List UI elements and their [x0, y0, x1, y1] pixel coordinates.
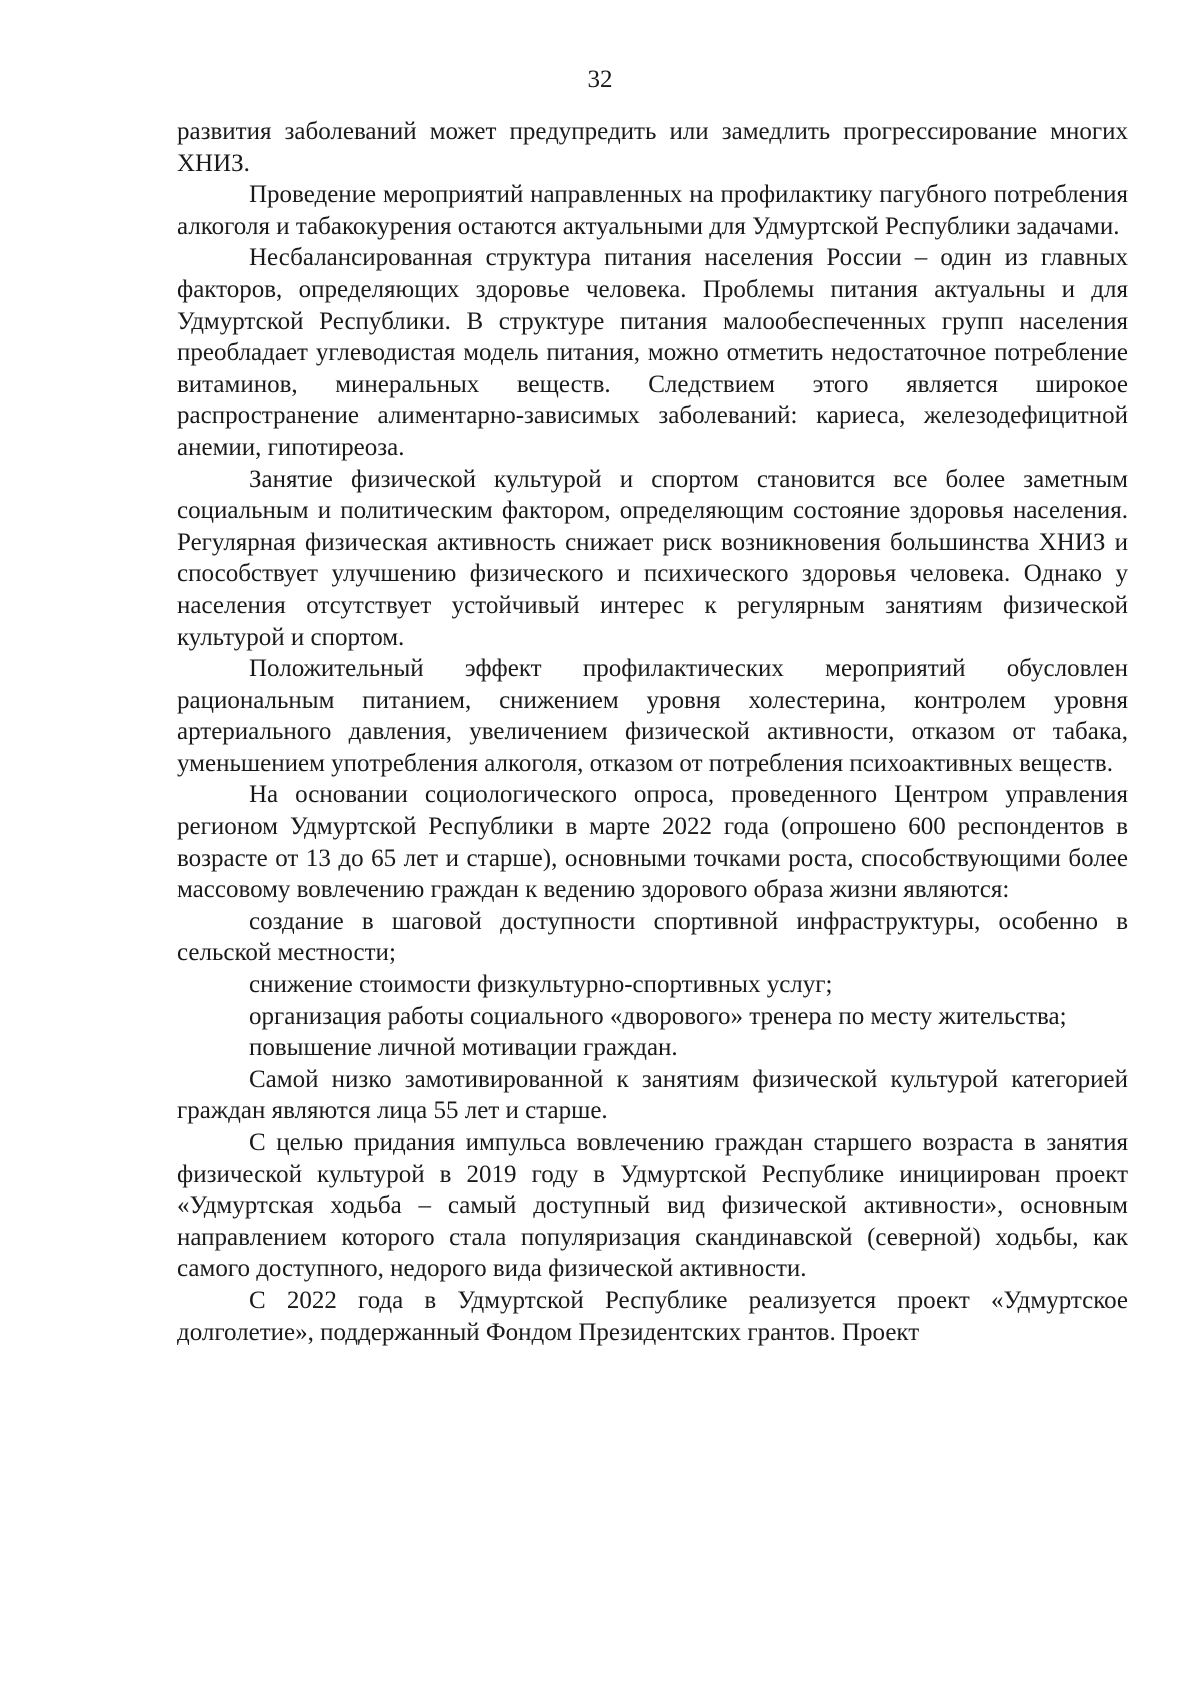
- list-item-coach: организация работы социального «дворового» тренера по месту жительства;: [249, 1002, 1067, 1030]
- paragraph-continuation: развития заболеваний может предупредить или замедлить прогрессирование многих ХНИЗ.: [177, 118, 1128, 177]
- paragraph-prevention-effect: Положительный эффект профилактических мероприятий обусловлен рациональным питанием, снижением уровня холестерина, контролем уровня артериального давления, увеличением физической активности, отказом от табака, уменьшением употребления алкоголя, отказом от потребления психоактивных веществ.: [177, 655, 1128, 777]
- page-number: 32: [587, 66, 613, 93]
- paragraph-physical-culture: Занятие физической культурой и спортом становится все более заметным социальным и политическим фактором, определяющим состояние здоровья населения. Регулярная физическая активность снижает риск возникновения большинства ХНИЗ и способствует улучшению физического и психического здоровья человека. Однако у населения отсутствует устойчивый интерес к регулярным занятиям физической культурой и спортом.: [177, 465, 1128, 651]
- list-item-infrastructure: создание в шаговой доступности спортивной инфраструктуры, особенно в сельской местности;: [177, 907, 1128, 967]
- paragraph-nutrition: Несбалансированная структура питания населения России – один из главных факторов, определяющих здоровье человека. Проблемы питания актуальны и для Удмуртской Республики. В структуре питания малообеспеченных групп населения преобладает углеводистая модель питания, можно отметить недостаточное потребление витаминов, минеральных веществ. Следствием этого является широкое распространение алиментарно-зависимых заболеваний: кариеса, железодефицитной анемии, гипотиреоза.: [177, 244, 1128, 461]
- paragraph-low-motivation: Самой низко замотивированной к занятиям физической культурой категорией граждан являются лица 55 лет и старше.: [177, 1065, 1128, 1125]
- list-item-cost: снижение стоимости физкультурно-спортивных услуг;: [249, 971, 833, 999]
- list-item-motivation: повышение личной мотивации граждан.: [249, 1034, 678, 1062]
- paragraph-longevity-project: С 2022 года в Удмуртской Республике реализуется проект «Удмуртское долголетие», поддержанный Фондом Президентских грантов. Проект: [177, 1286, 1128, 1346]
- paragraph-alcohol-tobacco: Проведение мероприятий направленных на профилактику пагубного потребления алкоголя и табакокурения остаются актуальными для Удмуртской Республики задачами.: [177, 181, 1128, 240]
- paragraph-walking-project: С целью придания импульса вовлечению граждан старшего возраста в занятия физической культурой в 2019 году в Удмуртской Республике инициирован проект «Удмуртская ходьба – самый доступный вид физической активности», основным направлением которого стала популяризация скандинавской (северной) ходьбы, как самого доступного, недорого вида физической активности.: [177, 1129, 1128, 1283]
- document-body: [177, 116, 1128, 1348]
- paragraph-survey: На основании социологического опроса, проведенного Центром управления регионом Удмуртской Республики в марте 2022 года (опрошено 600 респондентов в возрасте от 13 до 65 лет и старше), основными точками роста, способствующими более массовому вовлечению граждан к ведению здорового образа жизни являются:: [177, 781, 1128, 904]
